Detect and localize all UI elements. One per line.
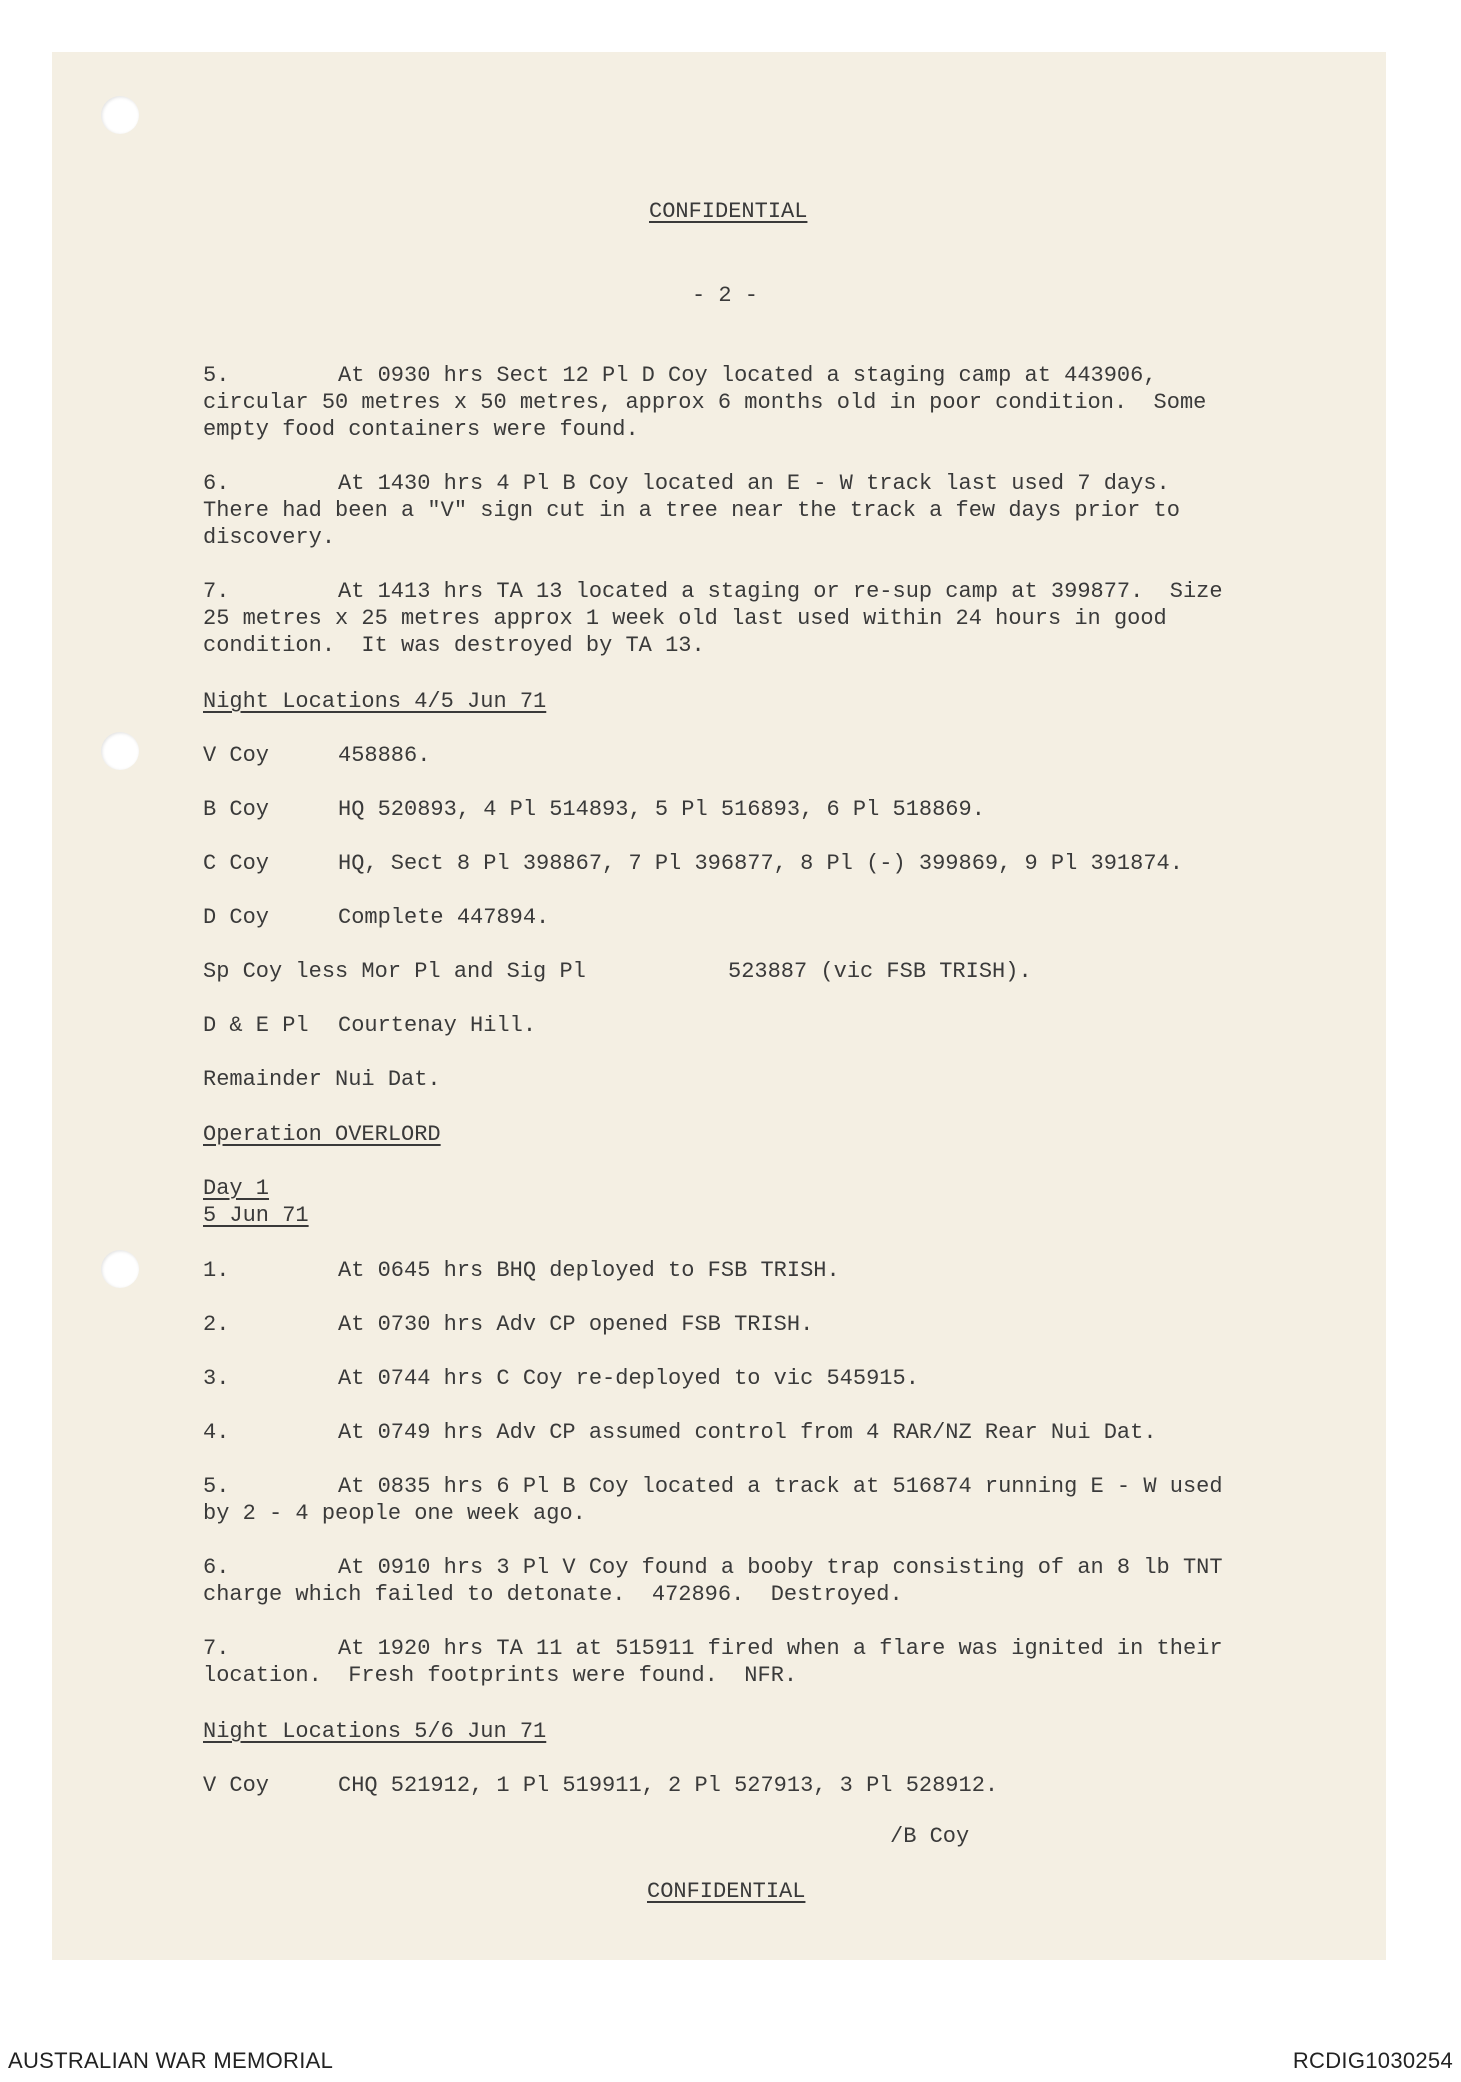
item-text: by 2 - 4 people one week ago.	[203, 1501, 586, 1526]
unit-label: V Coy	[203, 1773, 270, 1798]
item-number: 7.	[203, 1636, 230, 1661]
unit-location: HQ 520893, 4 Pl 514893, 5 Pl 516893, 6 Pl 518869.	[338, 797, 985, 822]
unit-location: Courtenay Hill.	[338, 1013, 537, 1038]
punch-hole	[101, 1250, 139, 1288]
paragraph-number: 6.	[203, 471, 230, 496]
paragraph-number: 7.	[203, 579, 230, 604]
paragraph-line: condition. It was destroyed by TA 13.	[203, 633, 705, 658]
item-number: 3.	[203, 1366, 230, 1391]
item-text: At 0645 hrs BHQ deployed to FSB TRISH.	[338, 1258, 840, 1283]
item-number: 1.	[203, 1258, 230, 1283]
punch-hole	[101, 732, 139, 770]
archive-reference: RCDIG1030254	[1292, 2048, 1453, 2073]
item-text: At 1920 hrs TA 11 at 515911 fired when a flare was ignited in their	[338, 1636, 1223, 1661]
punch-hole	[101, 96, 139, 134]
continuation-note: /B Coy	[890, 1824, 970, 1849]
date-heading: 5 Jun 71	[203, 1203, 309, 1228]
item-number: 2.	[203, 1312, 230, 1337]
unit-label: C Coy	[203, 851, 270, 876]
item-text: At 0910 hrs 3 Pl V Coy found a booby trap consisting of an 8 lb TNT	[338, 1555, 1223, 1580]
section-heading: Night Locations 5/6 Jun 71	[203, 1719, 547, 1744]
section-heading: Operation OVERLORD	[203, 1122, 441, 1147]
item-number: 5.	[203, 1474, 230, 1499]
item-text: At 0835 hrs 6 Pl B Coy located a track at 516874 running E - W used	[338, 1474, 1223, 1499]
paragraph-number: 5.	[203, 363, 230, 388]
remainder-line: Remainder Nui Dat.	[203, 1067, 441, 1092]
item-text: location. Fresh footprints were found. NFR.	[203, 1663, 798, 1688]
archive-name: AUSTRALIAN WAR MEMORIAL	[8, 2048, 334, 2073]
page-number: - 2 -	[692, 283, 759, 308]
item-text: charge which failed to detonate. 472896. Destroyed.	[203, 1582, 903, 1607]
unit-location: Complete 447894.	[338, 905, 550, 930]
item-number: 6.	[203, 1555, 230, 1580]
unit-location: 458886.	[338, 743, 431, 768]
unit-label: B Coy	[203, 797, 270, 822]
unit-label: D Coy	[203, 905, 270, 930]
classification-footer: CONFIDENTIAL	[647, 1879, 806, 1904]
paragraph-line: 25 metres x 25 metres approx 1 week old last used within 24 hours in good	[203, 606, 1167, 631]
unit-location: 523887 (vic FSB TRISH).	[728, 959, 1032, 984]
unit-label: Sp Coy less Mor Pl and Sig Pl	[203, 959, 586, 984]
item-text: At 0749 hrs Adv CP assumed control from 4 RAR/NZ Rear Nui Dat.	[338, 1420, 1157, 1445]
day-heading: Day 1	[203, 1176, 270, 1201]
paragraph-line: At 0930 hrs Sect 12 Pl D Coy located a staging camp at 443906,	[338, 363, 1157, 388]
unit-label: V Coy	[203, 743, 270, 768]
item-text: At 0730 hrs Adv CP opened FSB TRISH.	[338, 1312, 814, 1337]
paragraph-line: At 1413 hrs TA 13 located a staging or re-sup camp at 399877. Size	[338, 579, 1223, 604]
unit-label: D & E Pl	[203, 1013, 309, 1038]
classification-header: CONFIDENTIAL	[649, 199, 808, 224]
paragraph-line: At 1430 hrs 4 Pl B Coy located an E - W track last used 7 days.	[338, 471, 1170, 496]
paragraph-line: circular 50 metres x 50 metres, approx 6 months old in poor condition. Some	[203, 390, 1207, 415]
paragraph-line: empty food containers were found.	[203, 417, 639, 442]
paragraph-line: There had been a "V" sign cut in a tree near the track a few days prior to	[203, 498, 1180, 523]
item-text: At 0744 hrs C Coy re-deployed to vic 545915.	[338, 1366, 919, 1391]
paragraph-line: discovery.	[203, 525, 336, 550]
item-number: 4.	[203, 1420, 230, 1445]
unit-location: CHQ 521912, 1 Pl 519911, 2 Pl 527913, 3 Pl 528912.	[338, 1773, 999, 1798]
section-heading: Night Locations 4/5 Jun 71	[203, 689, 547, 714]
unit-location: HQ, Sect 8 Pl 398867, 7 Pl 396877, 8 Pl (-) 399869, 9 Pl 391874.	[338, 851, 1183, 876]
